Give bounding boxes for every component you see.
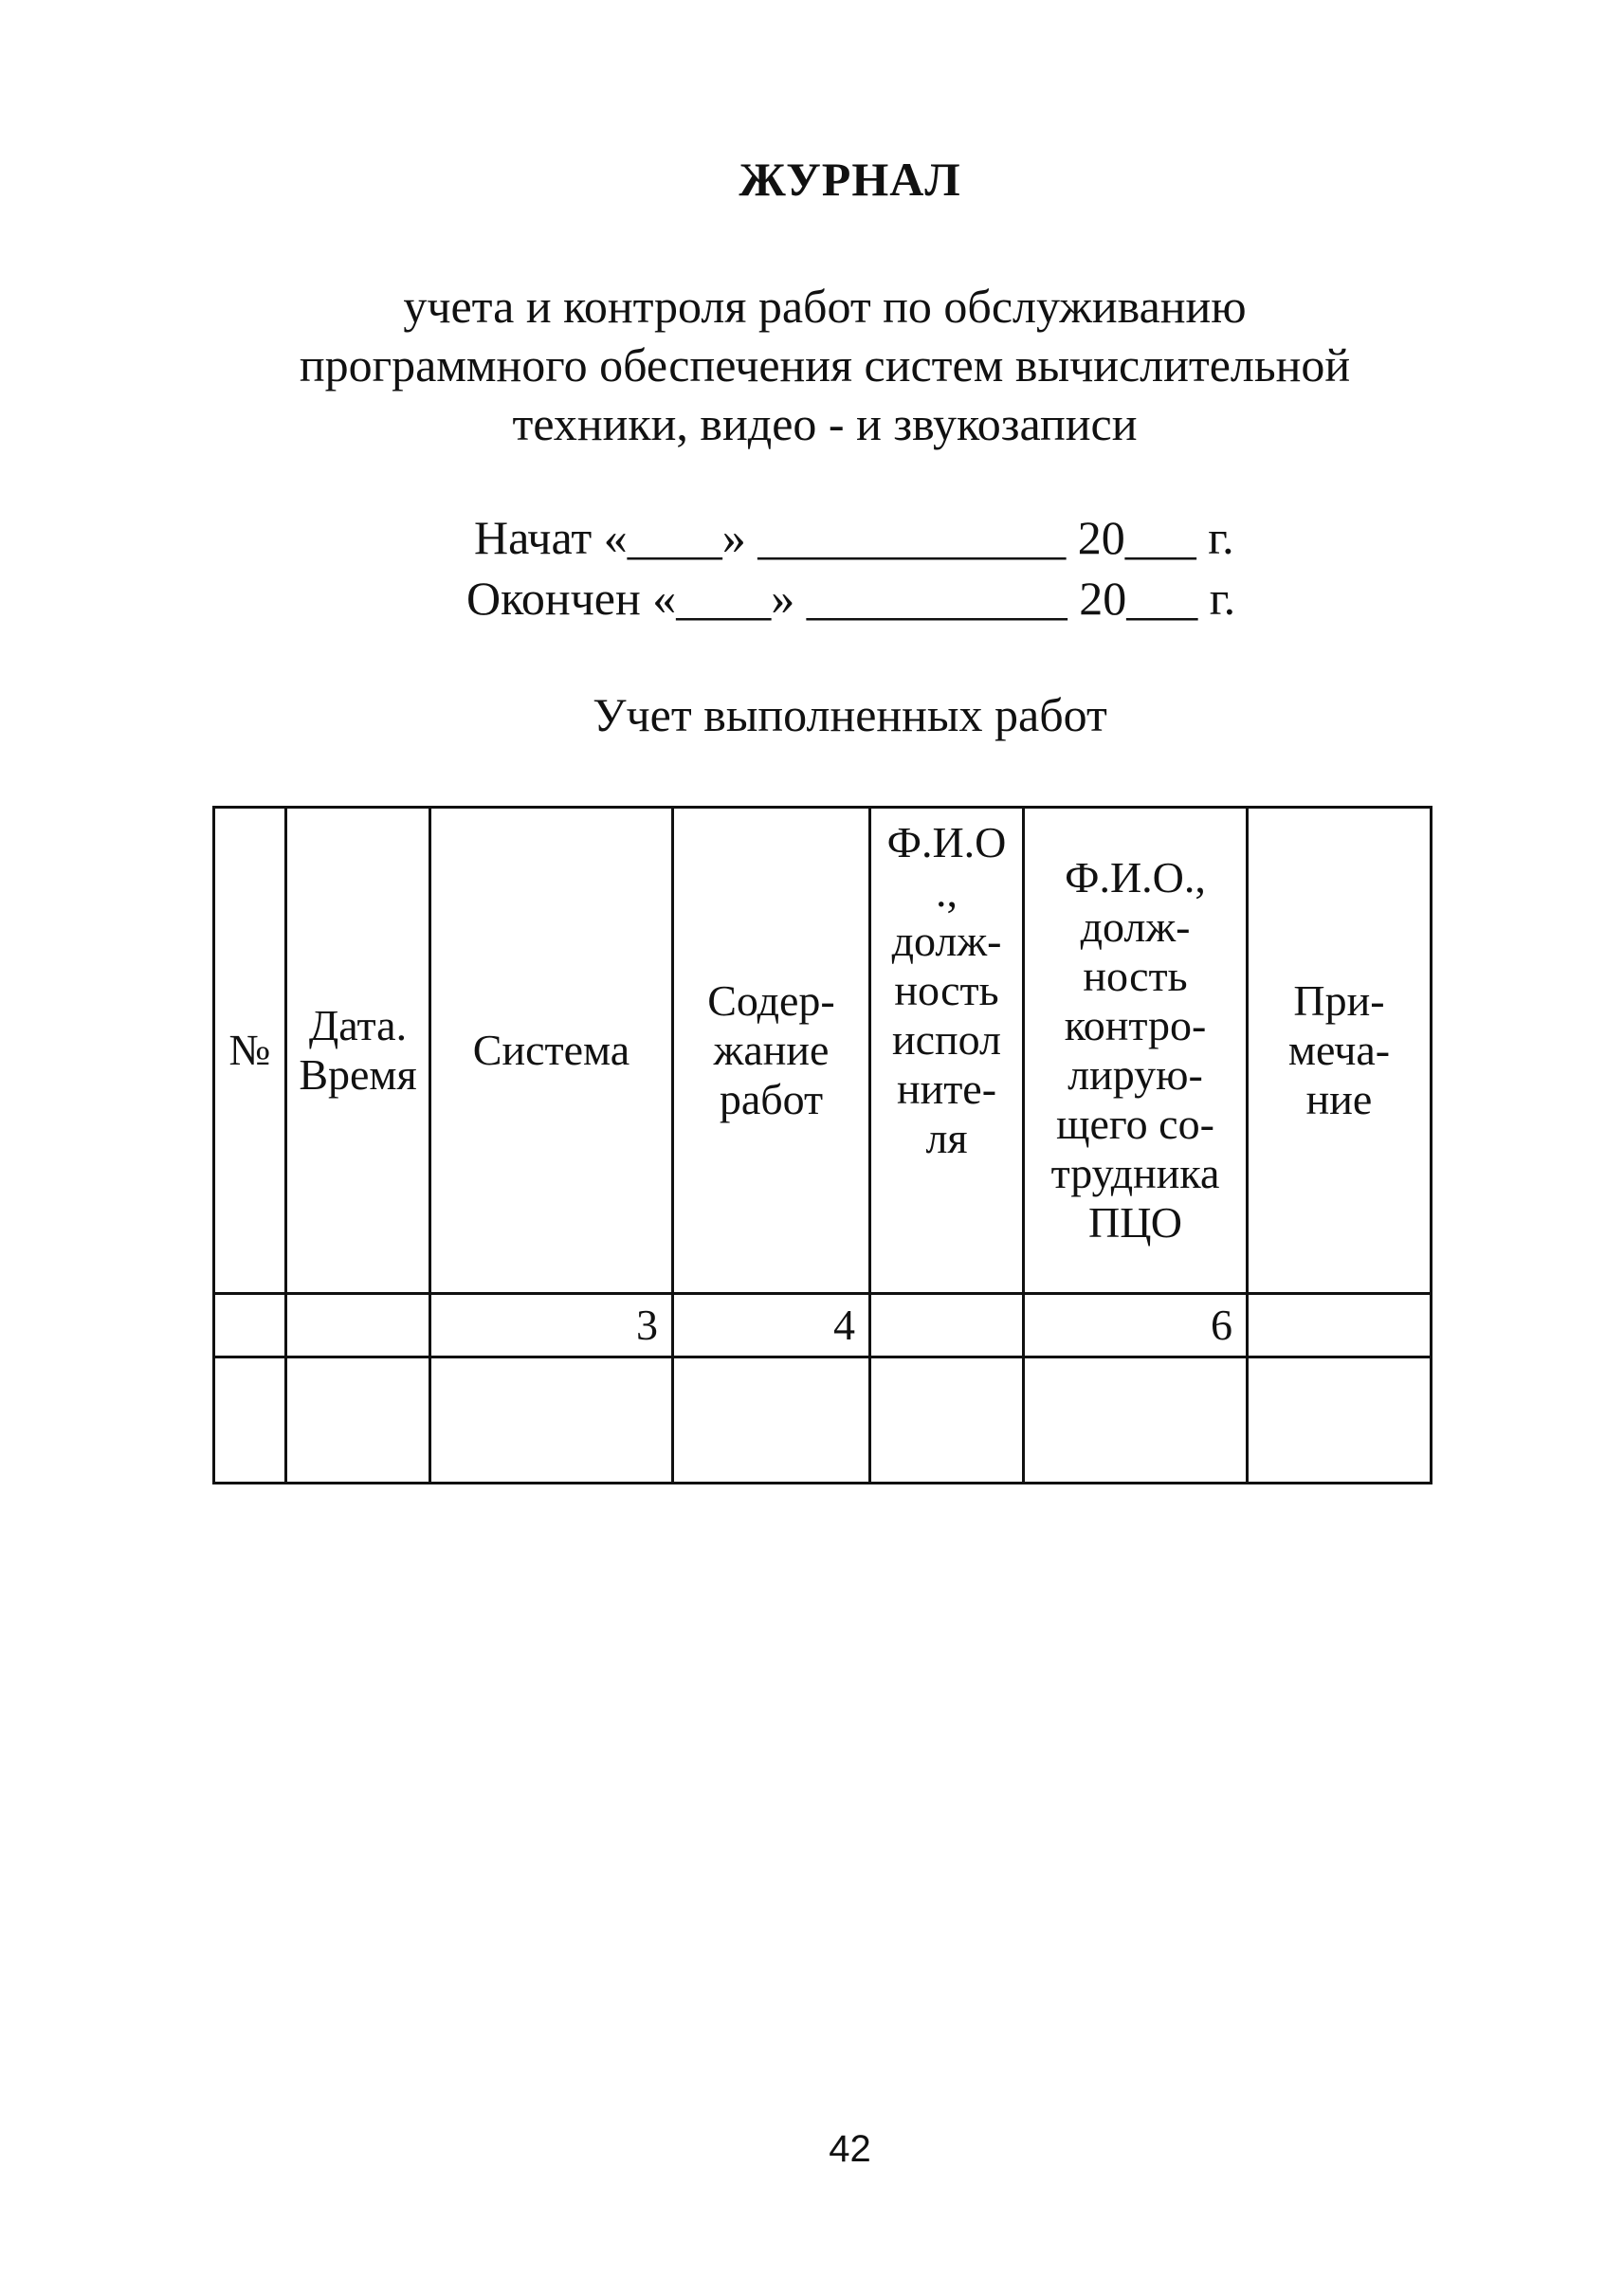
table-cell: 3 xyxy=(430,1294,673,1357)
table-row xyxy=(214,1357,1432,1484)
document-title: ЖУРНАЛ xyxy=(739,153,961,206)
header-cell-work-content: Содер- жание работ xyxy=(673,808,870,1294)
table-cell xyxy=(870,1357,1024,1484)
journal-dates xyxy=(466,507,1327,628)
header-cell-executor: Ф.И.О ., долж- ность испол ните- ля xyxy=(870,808,1024,1294)
header-cell-system: Система xyxy=(430,808,673,1294)
column-number-row xyxy=(214,1294,1432,1357)
header-cell-notes: При- меча- ние xyxy=(1248,808,1432,1294)
header-cell-date-time: Дата. Время xyxy=(286,808,430,1294)
table-cell xyxy=(870,1294,1024,1357)
table-cell xyxy=(286,1357,430,1484)
table-cell: 4 xyxy=(673,1294,870,1357)
subtitle-line: программного обеспечения систем вычислительной xyxy=(299,338,1351,392)
table-cell xyxy=(430,1357,673,1484)
table-header-row xyxy=(214,808,1432,1294)
work-log-table xyxy=(212,806,1432,1484)
header-cell-number: № xyxy=(214,808,286,1294)
started-date-line: Начат «____» _____________ 20___ г. xyxy=(474,511,1234,564)
page-number: 42 xyxy=(829,2128,871,2170)
section-title: Учет выполненных работ xyxy=(593,688,1107,741)
subtitle-line: учета и контроля работ по обслуживанию xyxy=(403,280,1247,333)
table-cell xyxy=(673,1357,870,1484)
table-cell: 6 xyxy=(1024,1294,1248,1357)
table-cell xyxy=(1024,1357,1248,1484)
document-subtitle xyxy=(190,277,1460,453)
header-cell-controller: Ф.И.О., долж- ность контро- лирую- щего со- трудника ПЦО xyxy=(1024,808,1248,1294)
table-cell xyxy=(214,1357,286,1484)
subtitle-line: техники, видео - и звукозаписи xyxy=(512,397,1138,450)
table-cell xyxy=(286,1294,430,1357)
table-cell xyxy=(1248,1294,1432,1357)
table-cell xyxy=(1248,1357,1432,1484)
finished-date-line: Окончен «____» ___________ 20___ г. xyxy=(466,572,1236,625)
table-cell xyxy=(214,1294,286,1357)
